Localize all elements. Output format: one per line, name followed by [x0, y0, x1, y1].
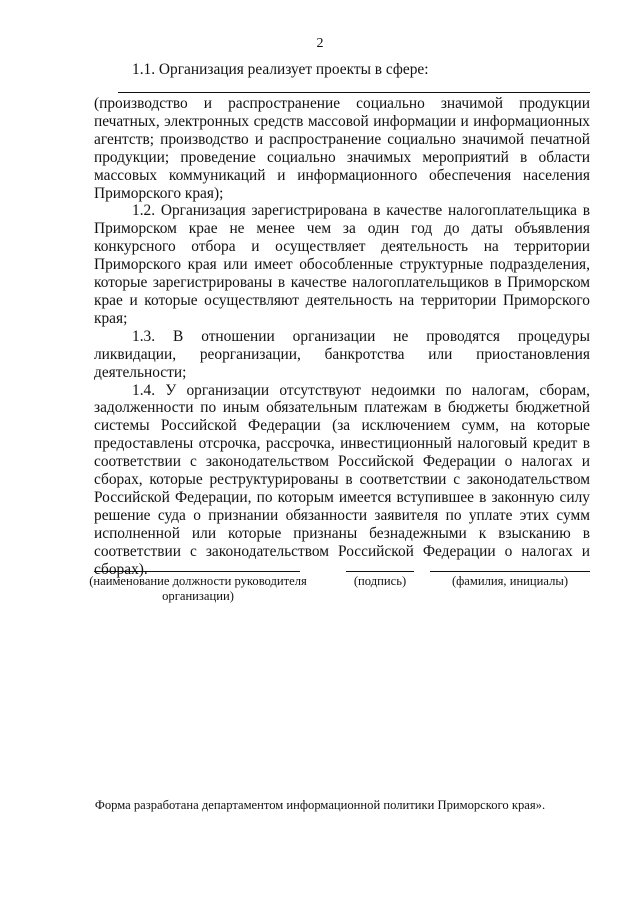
item-1-1-heading	[94, 61, 590, 79]
fill-in-line	[118, 92, 590, 93]
signature-name-line	[430, 571, 590, 572]
signature-caption: (подпись)	[353, 574, 407, 588]
position-caption: (наименование должности руководителя организации)	[89, 574, 307, 603]
item-1-2-text: 1.2. Организация зарегистрирована в качестве налогоплательщика в Приморском крае не менее чем за один год до даты объявления конкурсного отбора и осуществляет деятельность на территории Приморского края или имеет обособленные структурные подразделения, которые зарегистрированы в качестве налогоплательщиков в Приморском крае и которые осуществляют деятельность на территории Приморского края;	[94, 202, 590, 327]
item-1-3-text: 1.3. В отношении организации не проводятся процедуры ликвидации, реорганизации, банкротства или приостановления деятельности;	[94, 327, 590, 381]
item-1-1-text: 1.1. Организация реализует проекты в сфере:	[132, 61, 429, 78]
footer-note: Форма разработана департаментом информационной политики Приморского края».	[94, 798, 546, 812]
signature-position-line	[94, 571, 300, 572]
item-1-1-options: (производство и распространение социально значимой продукции печатных, электронных средств массовой информации и информационных агентств; производство и распространение социально значимой печатной продукции; проведение социально значимых мероприятий в области массовых коммуникаций и информационного обеспечения населения Приморского края);	[94, 95, 590, 202]
document-body	[94, 95, 590, 578]
name-caption: (фамилия, инициалы)	[451, 574, 569, 588]
signature-sign-line	[346, 571, 414, 572]
page-number: 2	[316, 36, 324, 51]
item-1-4-text: 1.4. У организации отсутствуют недоимки по налогам, сборам, задолженности по иным обязательным платежам в бюджеты бюджетной системы Российской Федерации (за исключением сумм, на которые предоставлены отсрочка, рассрочка, инвестиционный налоговый кредит в соответствии с законодательством Российской Федерации о налогах и сборах, которые реструктурированы в соответствии с законодательством Российской Федерации, по которым имеется вступившее в законную силу решение суда о признании обязанности заявителя по уплате этих сумм исполненной или которые признаны безнадежными к взысканию в соответствии с законодательством Российской Федерации о налогах и сборах).	[94, 381, 590, 578]
